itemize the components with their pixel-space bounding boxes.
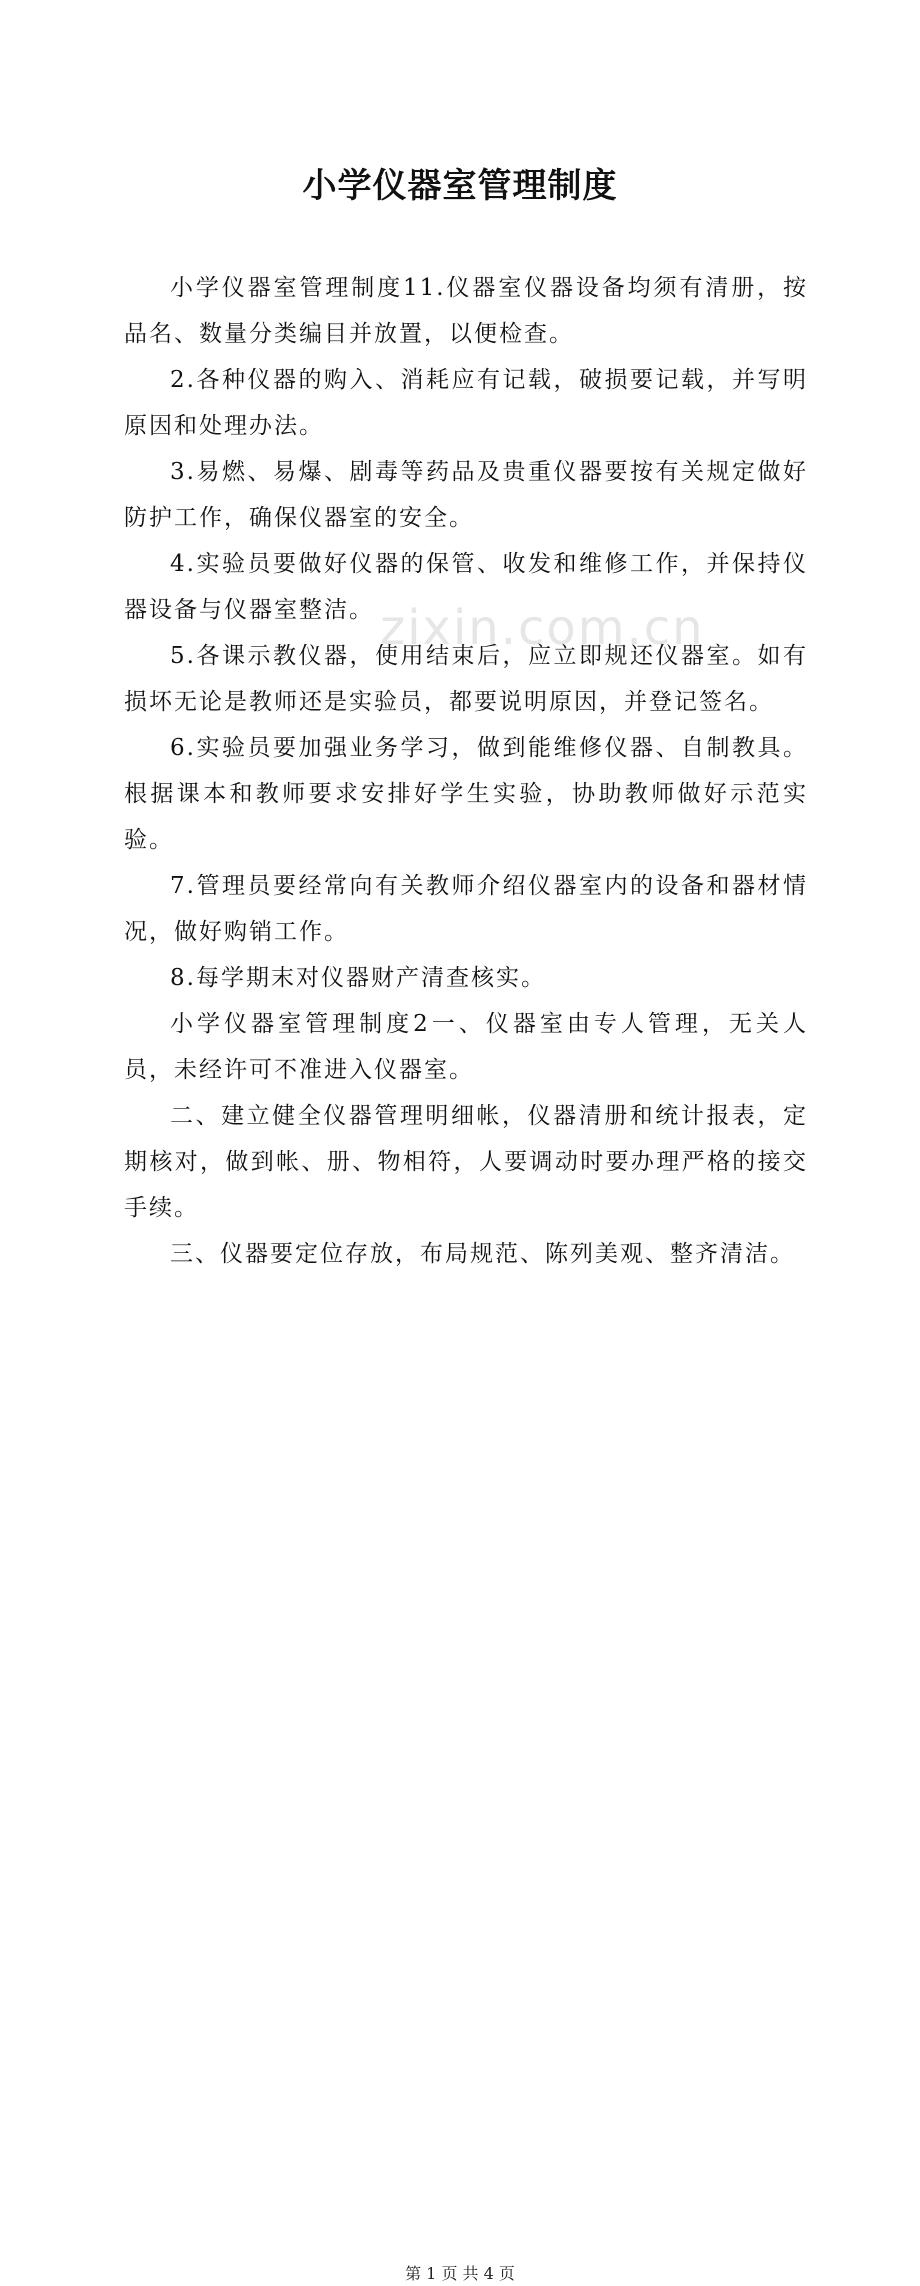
page-number-footer: 第 1 页 共 4 页 (405, 2264, 515, 2283)
paragraph: 小学仪器室管理制度11.仪器室仪器设备均须有清册，按品名、数量分类编目并放置，以便检查。 (124, 275, 808, 347)
paragraph: 8.每学期末对仪器财产清查核实。 (170, 965, 546, 991)
paragraph: 4.实验员要做好仪器的保管、收发和维修工作，并保持仪器设备与仪器室整洁。 (124, 551, 808, 623)
paragraph: 2.各种仪器的购入、消耗应有记载，破损要记载，并写明原因和处理办法。 (124, 367, 808, 439)
paragraph: 6.实验员要加强业务学习，做到能维修仪器、自制教具。根据课本和教师要求安排好学生实验，协助教师做好示范实验。 (124, 735, 808, 853)
paragraph: 小学仪器室管理制度2一、仪器室由专人管理，无关人员，未经许可不准进入仪器室。 (124, 1011, 808, 1083)
document-title: 小学仪器室管理制度 (302, 166, 618, 206)
document-body (124, 265, 808, 1277)
paragraph: 7.管理员要经常向有关教师介绍仪器室内的设备和器材情况，做好购销工作。 (124, 873, 808, 945)
paragraph: 3.易燃、易爆、剧毒等药品及贵重仪器要按有关规定做好防护工作，确保仪器室的安全。 (124, 459, 808, 531)
watermark: zixin.com.cn (380, 600, 705, 656)
paragraph: 三、仪器要定位存放，布局规范、陈列美观、整齐清洁。 (170, 1241, 795, 1267)
paragraph: 二、建立健全仪器管理明细帐，仪器清册和统计报表，定期核对，做到帐、册、物相符，人要调动时要办理严格的接交手续。 (124, 1103, 808, 1221)
paragraph: 5.各课示教仪器，使用结束后，应立即规还仪器室。如有损坏无论是教师还是实验员，都要说明原因，并登记签名。 (124, 643, 808, 715)
